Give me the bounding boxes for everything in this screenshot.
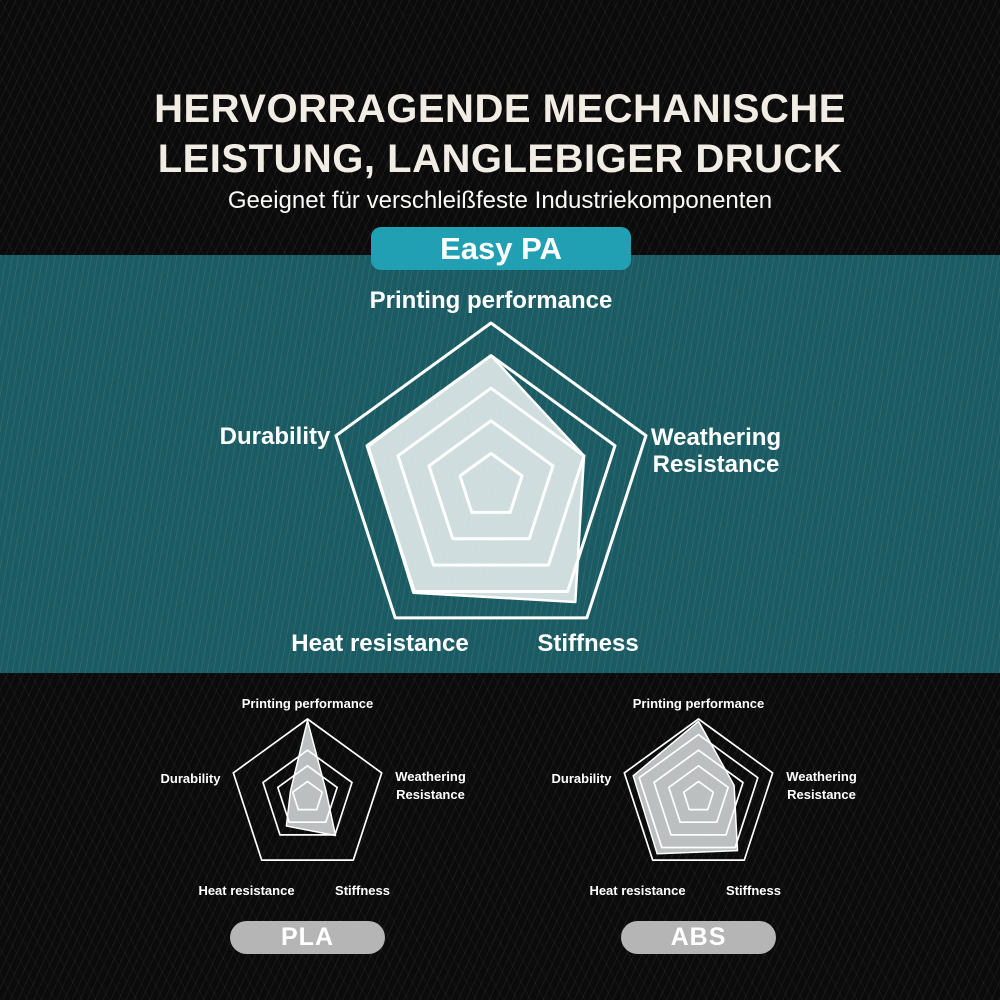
axis-label: Heat resistance (291, 630, 469, 657)
axis-label: Weathering (786, 769, 857, 784)
axis-label: Stiffness (335, 883, 390, 898)
teal-band (0, 255, 1000, 673)
axis-label: Weathering (395, 769, 466, 784)
axis-label: Printing performance (632, 696, 765, 711)
axis-label: Durability (219, 423, 331, 450)
bottom-black-band (0, 673, 1000, 1000)
title-line-2: LEISTUNG, LANGLEBIGER DRUCK (157, 136, 843, 181)
axis-label: Stiffness (537, 630, 639, 657)
axis-label: Resistance (396, 787, 465, 802)
axis-label: Heat resistance (589, 883, 686, 898)
pla-badge: PLA (230, 921, 385, 954)
axis-label: Printing performance (241, 696, 374, 711)
axis-label: Weathering (650, 424, 782, 451)
easy-pa-badge: Easy PA (371, 227, 631, 270)
axis-label: Stiffness (726, 883, 781, 898)
title-line-1: HERVORRAGENDE MECHANISCHE (154, 86, 846, 131)
page-title (0, 84, 1000, 184)
page-subtitle: Geeignet für verschleißfeste Industriekomponenten (227, 187, 773, 214)
axis-label: Durability (551, 771, 612, 786)
axis-label: Resistance (652, 451, 780, 478)
axis-label: Printing performance (369, 287, 613, 314)
abs-badge: ABS (621, 921, 776, 954)
axis-label: Resistance (787, 787, 856, 802)
axis-label: Durability (160, 771, 221, 786)
axis-label: Heat resistance (198, 883, 295, 898)
